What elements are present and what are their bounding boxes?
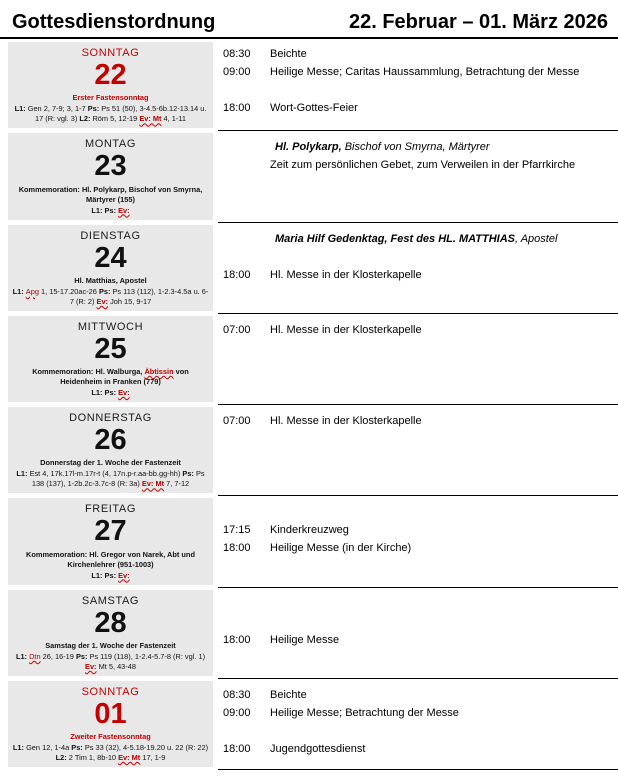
day-subtitle: Donnerstag der 1. Woche der Fastenzeit: [40, 458, 181, 468]
bottom-rule: [218, 769, 618, 770]
event-time: 09:00: [223, 706, 251, 719]
day-row: [0, 39, 618, 130]
page-header: [0, 0, 618, 39]
reading-segment: Gen 12, 1-4a: [26, 743, 72, 753]
event-entry: [218, 631, 618, 649]
day-name-label: DIENSTAG: [80, 229, 141, 242]
event-time: 08:30: [223, 688, 251, 701]
event-description: Kinderkreuzweg: [270, 524, 349, 537]
event-entry: [218, 412, 618, 430]
event-description: [270, 595, 618, 613]
event-entry: [218, 740, 618, 758]
day-number: 01: [94, 697, 127, 730]
readings-line: [10, 651, 211, 672]
reading-segment: 7, 7-12: [164, 479, 190, 489]
event-time: 17:15: [223, 524, 251, 537]
event-entry: [218, 156, 618, 174]
event-description: Wort-Gottes-Feier: [270, 102, 358, 114]
day-subtitle: Zweiter Fastensonntag: [70, 732, 151, 742]
event-description: Hl. Messe in der Klosterkapelle: [270, 268, 422, 281]
reading-segment: Ps:: [104, 388, 119, 398]
feast-header: [218, 138, 618, 156]
reading-segment: Ps 138 (137), 1-2b.2c-3.7c-8 (R: 3a): [31, 469, 205, 489]
day-number: 26: [94, 424, 127, 457]
day-name-label: MITTWOCH: [77, 320, 144, 333]
spellcheck-marked-text: Ev:: [118, 388, 130, 398]
event-entry: [218, 266, 618, 284]
readings-line: [10, 103, 211, 124]
reading-segment: Ps 119 (118), 1-2.4-5.7-8 (R: vgl. 1): [89, 651, 206, 661]
day-subtitle: Samstag der 1. Woche der Fastenzeit: [45, 640, 176, 650]
event-time: 18:00: [223, 633, 251, 646]
event-entry: [218, 704, 618, 722]
reading-segment: L1:: [91, 205, 105, 215]
blank-line: [218, 248, 618, 266]
day-row: [0, 678, 618, 769]
day-row: [0, 222, 618, 313]
events-cell: [218, 313, 618, 404]
day-cell: [8, 681, 213, 767]
events-cell: [218, 678, 618, 769]
reading-segment: Ps:: [87, 104, 102, 114]
day-cell: [8, 407, 213, 493]
reading-segment: L1:: [91, 388, 105, 398]
event-time: [218, 503, 270, 521]
event-description: [270, 248, 618, 266]
day-subtitle: Hl. Matthias, Apostel: [74, 275, 147, 285]
day-name-label: SONNTAG: [81, 685, 140, 698]
spellcheck-marked-text: Ev:: [118, 205, 130, 215]
event-description: [270, 81, 618, 99]
event-description: [270, 503, 618, 521]
event-time: [218, 595, 270, 613]
blank-line: [218, 503, 618, 521]
reading-segment: Ps 51 (50), 3-4.5-6b.12-13.14 u. 17 (R: vgl. 3): [34, 104, 207, 124]
readings-line: [10, 742, 211, 763]
spellcheck-marked-text: Dtn: [29, 651, 41, 661]
reading-segment: Ps:: [71, 743, 85, 753]
events-cell: [218, 130, 618, 221]
reading-segment: 26, 16-19: [40, 651, 76, 661]
event-description: [270, 722, 618, 740]
reading-segment: Kommemoration: Hl. Walburga,: [32, 367, 145, 377]
day-cell: [8, 590, 213, 676]
day-name-label: SAMSTAG: [81, 594, 140, 607]
reading-segment: 2 Tim 1, 8b-10: [68, 753, 119, 763]
day-name-label: DONNERSTAG: [69, 412, 152, 425]
reading-segment: L1:: [14, 104, 28, 114]
readings-line: [10, 387, 211, 398]
events-cell: [218, 404, 618, 495]
event-description: [270, 613, 618, 631]
event-entry: [218, 45, 618, 63]
reading-segment: Est 4, 17k.17l-m.17r-t (4, 17n.p-r.aa-bb.gg-hh): [29, 469, 183, 479]
reading-segment: Ps:: [182, 469, 196, 479]
day-name-label: FREITAG: [84, 503, 137, 516]
readings-line: [10, 468, 211, 489]
event-time: [218, 722, 270, 740]
event-description: Heilige Messe (in der Kirche): [270, 542, 412, 555]
event-time: 18:00: [223, 542, 251, 555]
reading-segment: von Heidenheim in Franken (779): [60, 367, 189, 387]
readings-line: [10, 286, 211, 307]
event-time: 09:00: [223, 66, 251, 78]
reading-segment: Röm 5, 12-19: [92, 114, 140, 124]
day-row: [0, 587, 618, 678]
day-cell: [8, 42, 213, 128]
reading-segment: 1, 15-17.20ac-26: [38, 286, 99, 296]
event-description: Heilige Messe: [270, 633, 340, 646]
blank-line: [218, 613, 618, 631]
day-subtitle: Kommemoration: Hl. Polykarp, Bischof von Smyrna, Märtyrer (155): [18, 184, 203, 204]
event-time: [218, 613, 270, 631]
reading-segment: L1:: [91, 570, 105, 580]
spellcheck-marked-text: Ev: Mt: [141, 479, 165, 489]
event-entry: [218, 321, 618, 339]
feast-header: [218, 230, 618, 248]
schedule-rows: [0, 39, 618, 769]
event-description: Heilige Messe; Betrachtung der Messe: [270, 706, 459, 719]
event-time: 07:00: [223, 323, 251, 336]
event-time: 08:30: [223, 48, 251, 60]
day-row: [0, 313, 618, 404]
event-entry: [218, 686, 618, 704]
spellcheck-marked-text: Äbtissin: [144, 367, 174, 377]
reading-segment: Ps 33 (32), 4-5.18-19.20 u. 22 (R: 22): [84, 743, 209, 753]
event-time: [218, 248, 270, 266]
day-subtitle: Kommemoration: Hl. Gregor von Narek, Abt und Kirchenlehrer (951-1003): [26, 549, 195, 569]
readings-line: [10, 205, 211, 216]
day-number: 27: [94, 515, 127, 548]
date-range: 22. Februar – 01. März 2026: [348, 11, 608, 33]
day-cell: [8, 225, 213, 311]
day-number: 24: [94, 241, 127, 274]
event-description: Beichte: [270, 688, 307, 701]
event-time: [218, 81, 270, 99]
reading-segment: Ps:: [98, 286, 113, 296]
reading-segment: L1:: [15, 651, 30, 661]
events-cell: [218, 587, 618, 678]
spellcheck-marked-text: Ev:: [96, 296, 109, 306]
event-description: Heilige Messe; Caritas Haussammlung, Betrachtung der Messe: [270, 66, 580, 78]
day-subtitle: Erster Fastensonntag: [72, 93, 149, 103]
events-cell: [218, 495, 618, 586]
day-row: [0, 130, 618, 221]
day-cell: [8, 316, 213, 402]
reading-segment: 4, 1-11: [161, 114, 187, 124]
event-entry: [218, 99, 618, 117]
spellcheck-marked-text: Ev:: [85, 661, 97, 671]
day-number: 23: [94, 150, 127, 183]
reading-segment: Ps:: [75, 651, 90, 661]
reading-segment: Ps:: [104, 205, 119, 215]
reading-segment: Mt 5, 43-48: [96, 661, 136, 671]
day-number: 25: [94, 332, 127, 365]
reading-segment: Joh 15, 9-17: [108, 296, 152, 306]
day-row: [0, 404, 618, 495]
event-time: 18:00: [223, 742, 251, 755]
reading-segment: , Apostel: [515, 232, 558, 245]
day-number: 22: [94, 59, 127, 91]
spellcheck-marked-text: Ev: Mt: [139, 114, 162, 124]
event-entry: [218, 63, 618, 81]
reading-segment: 17, 1-9: [140, 753, 166, 763]
reading-segment: Maria Hilf Gedenktag, Fest des HL. MATTHIAS: [275, 232, 515, 245]
event-entry: [218, 521, 618, 539]
blank-line: [218, 595, 618, 613]
day-cell: [8, 133, 213, 219]
reading-segment: Ps:: [104, 570, 119, 580]
day-row: [0, 495, 618, 586]
reading-segment: Bischof von Smyrna, Märtyrer: [341, 141, 490, 154]
events-cell: [218, 222, 618, 313]
reading-segment: L2:: [55, 753, 69, 763]
day-subtitle: [10, 367, 211, 387]
reading-segment: L2:: [79, 114, 93, 124]
day-name-label: MONTAG: [84, 138, 137, 151]
reading-segment: L1:: [12, 743, 27, 753]
event-time: [218, 156, 270, 174]
event-description: Jugendgottesdienst: [270, 742, 366, 755]
event-time: 18:00: [223, 102, 251, 114]
spellcheck-marked-text: Ev: Mt: [118, 753, 141, 763]
reading-segment: L1:: [12, 286, 26, 296]
spellcheck-marked-text: Apg: [25, 286, 39, 296]
day-name-label: SONNTAG: [81, 47, 140, 59]
event-description: Beichte: [270, 48, 307, 60]
event-description: Hl. Messe in der Klosterkapelle: [270, 323, 422, 336]
day-number: 28: [94, 606, 127, 639]
page-title: Gottesdienstordnung: [12, 11, 216, 33]
event-time: 07:00: [223, 415, 251, 428]
event-time: 18:00: [223, 268, 251, 281]
events-cell: [218, 39, 618, 130]
reading-segment: Gen 2, 7-9; 3, 1-7: [27, 104, 88, 114]
blank-line: [218, 81, 618, 99]
reading-segment: Ps 113 (112), 1-2.3-4.5a u. 6-7 (R: 2): [69, 286, 209, 306]
day-cell: [8, 498, 213, 584]
event-description: Hl. Messe in der Klosterkapelle: [270, 415, 422, 428]
readings-line: [10, 570, 211, 581]
reading-segment: Hl. Polykarp,: [275, 141, 342, 154]
spellcheck-marked-text: Ev:: [118, 570, 130, 580]
blank-line: [218, 722, 618, 740]
event-entry: [218, 539, 618, 557]
reading-segment: L1:: [16, 469, 30, 479]
event-description: Zeit zum persönlichen Gebet, zum Verweilen in der Pfarrkirche: [270, 159, 576, 172]
